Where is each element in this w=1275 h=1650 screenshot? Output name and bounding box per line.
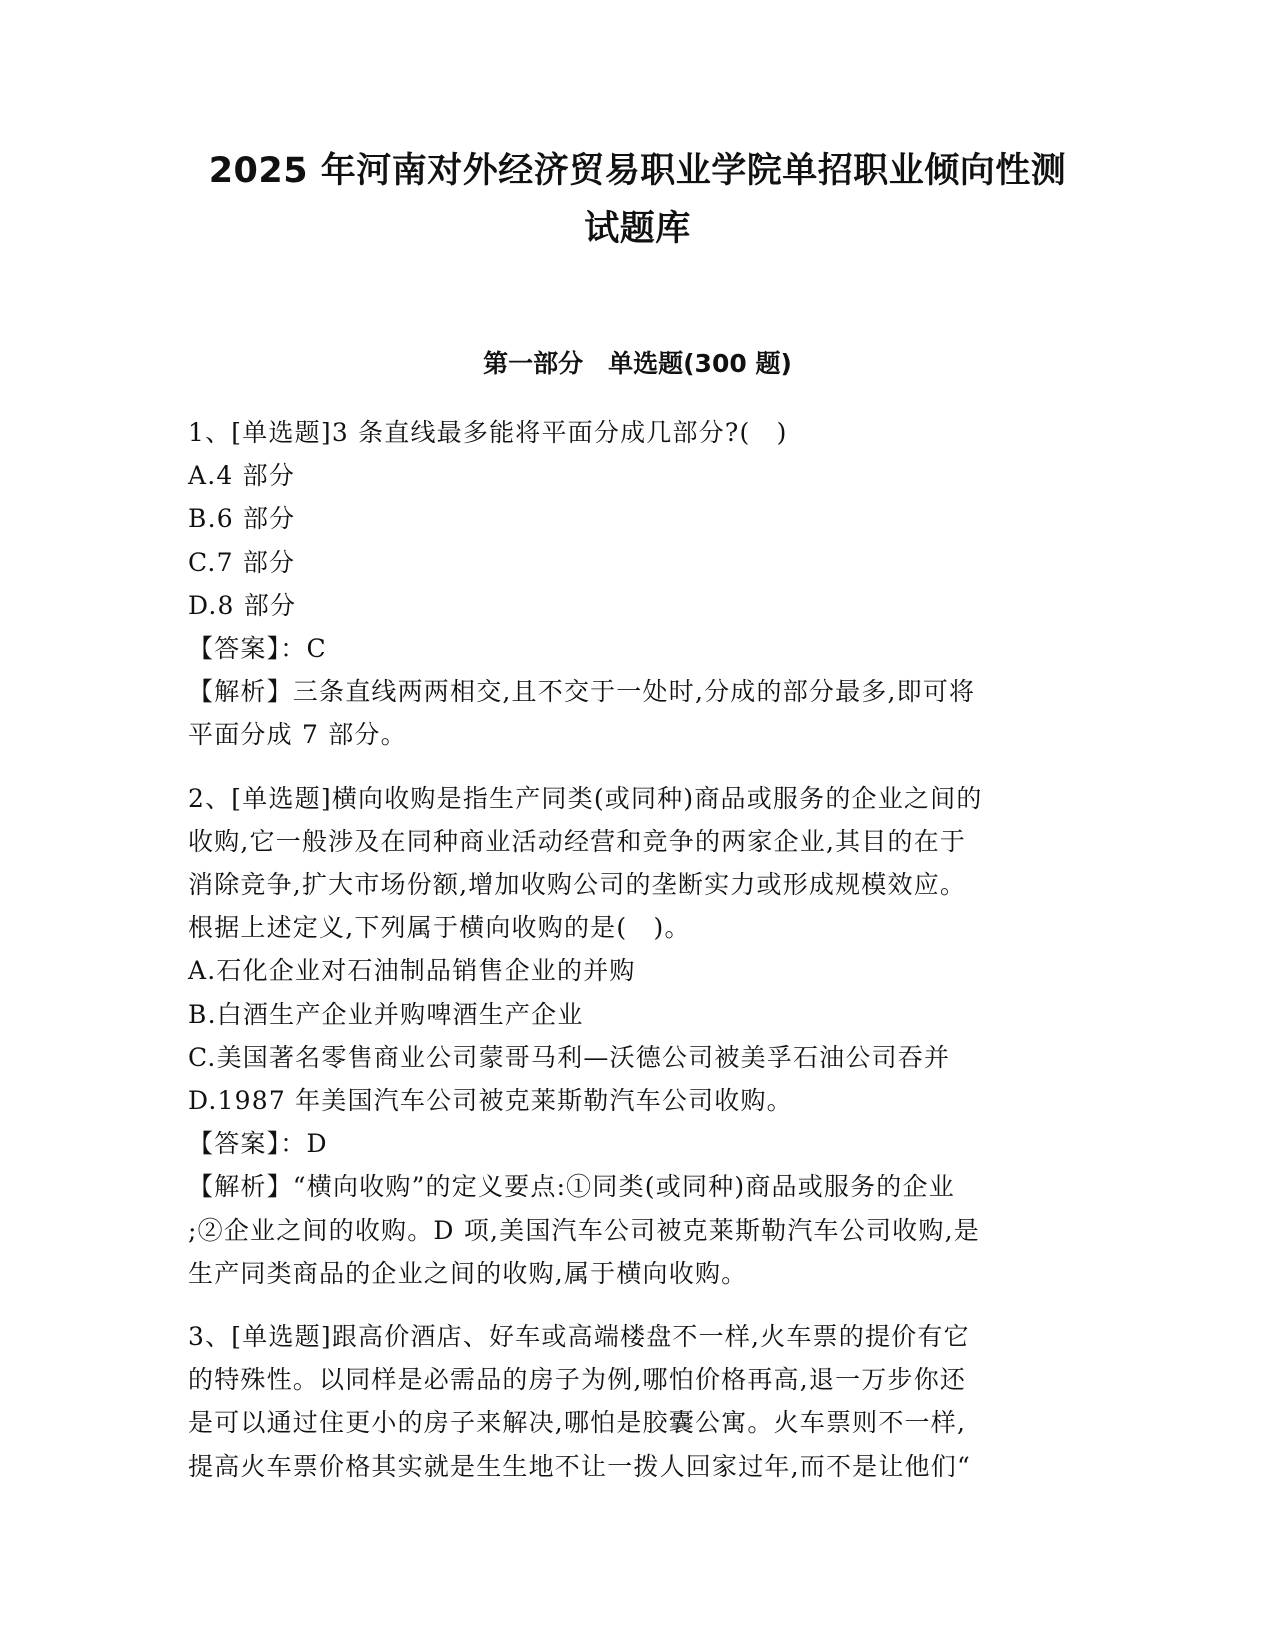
option-d: D.8 部分 — [188, 590, 297, 620]
question-stem: 提高火车票价格其实就是生生地不让一拨人回家过年,而不是让他们“ — [188, 1451, 971, 1481]
analysis-line: 【解析】三条直线两两相交,且不交于一处时,分成的部分最多,即可将 — [188, 677, 976, 707]
question-stem: 2、[单选题]横向收购是指生产同类(或同种)商品或服务的企业之间的 — [188, 783, 983, 813]
question-list — [188, 411, 1088, 1488]
document-title — [160, 142, 1115, 258]
option-d: D.1987 年美国汽车公司被克莱斯勒汽车公司收购。 — [188, 1086, 793, 1116]
question-2 — [188, 777, 1088, 1295]
analysis-line: 【解析】“横向收购”的定义要点:①同类(或同种)商品或服务的企业 — [188, 1172, 955, 1202]
analysis-line: 生产同类商品的企业之间的收购,属于横向收购。 — [188, 1258, 748, 1288]
option-b: B.白酒生产企业并购啤酒生产企业 — [188, 999, 584, 1029]
analysis-line: 平面分成 7 部分。 — [188, 720, 407, 750]
title-line: 试题库 — [584, 209, 691, 249]
question-stem: 消除竞争,扩大市场份额,增加收购公司的垄断实力或形成规模效应。 — [188, 870, 967, 900]
answer-line: 【答案】：D — [188, 1129, 328, 1159]
analysis-line: ;②企业之间的收购。D 项,美国汽车公司被克莱斯勒汽车公司收购,是 — [188, 1215, 980, 1245]
option-a: A.4 部分 — [188, 461, 296, 491]
option-c: C.7 部分 — [188, 547, 296, 577]
question-stem: 3、[单选题]跟高价酒店、好车或高端楼盘不一样,火车票的提价有它 — [188, 1322, 970, 1352]
option-b: B.6 部分 — [188, 504, 296, 534]
question-stem: 的特殊性。以同样是必需品的房子为例,哪怕价格再高,退一万步你还 — [188, 1365, 967, 1395]
question-1 — [188, 411, 1088, 757]
question-stem: 收购,它一般涉及在同种商业活动经营和竞争的两家企业,其目的在于 — [188, 826, 967, 856]
question-stem: 是可以通过住更小的房子来解决,哪怕是胶囊公寓。火车票则不一样, — [188, 1408, 967, 1438]
option-c: C.美国著名零售商业公司蒙哥马利—沃德公司被美孚石油公司吞并 — [188, 1042, 951, 1072]
question-stem: 1、[单选题]3 条直线最多能将平面分成几部分?( ) — [188, 418, 788, 447]
title-line: 2025 年河南对外经济贸易职业学院单招职业倾向性测 — [208, 151, 1067, 191]
question-stem: 根据上述定义,下列属于横向收购的是( )。 — [188, 913, 691, 943]
answer-line: 【答案】：C — [188, 634, 327, 664]
option-a: A.石化企业对石油制品销售企业的并购 — [188, 956, 636, 986]
question-3 — [188, 1315, 1088, 1488]
section-heading: 第一部分 单选题(300 题) — [483, 349, 792, 378]
